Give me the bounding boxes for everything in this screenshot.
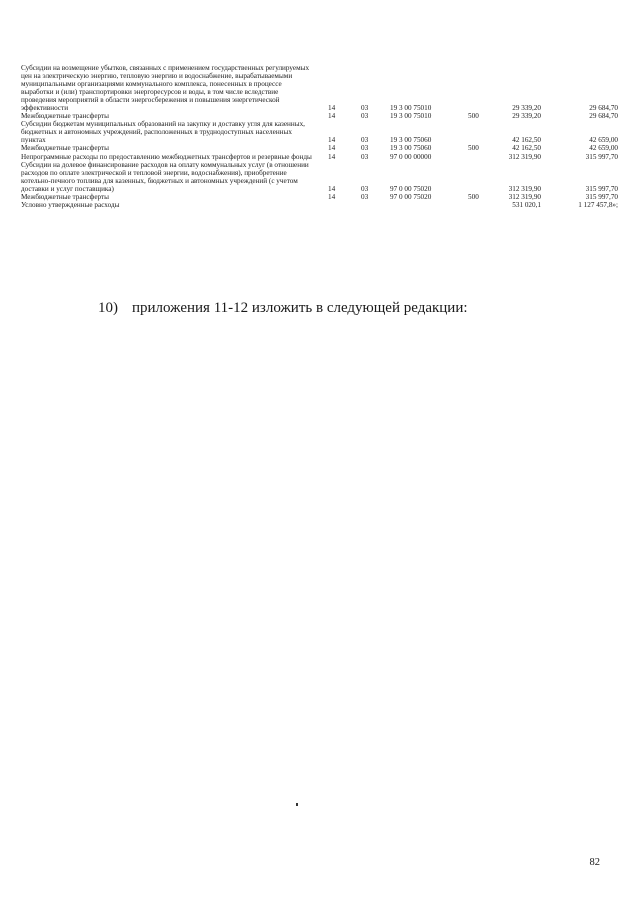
row-sum-year1: 312 319,90 [508,192,541,201]
row-sum-year1: 312 319,90 [508,184,541,193]
row-name: Непрограммные расходы по предоставлению межбюджетных трансфертов и резервные фонды [21,152,312,161]
row-target-article: 97 0 00 75020 [390,184,432,193]
row-subsection: 03 [361,104,369,113]
row-name: Межбюджетные трансферты [21,144,109,153]
table-row [21,144,621,152]
table-row [21,112,621,120]
table-row [21,193,621,201]
table-row [21,201,621,209]
amendment-heading [98,300,468,317]
row-subsection: 03 [361,112,369,121]
row-section: 14 [328,184,336,193]
row-target-article: 97 0 00 75020 [390,192,432,201]
row-sum-year2: 315 997,70 [585,192,618,201]
amendment-text: приложения 11-12 изложить в следующей редакции: [132,300,468,316]
row-subsection: 03 [361,192,369,201]
row-name: Межбюджетные трансферты [21,192,109,201]
row-sum-year2: 42 659,00 [589,136,618,145]
row-sum-year1: 531 020,1 [512,200,541,209]
row-subsection: 03 [361,184,369,193]
budget-table [21,64,621,209]
row-name: Условно утвержденные расходы [21,200,120,209]
amendment-number: 10) [98,300,118,316]
scan-speck [296,803,298,806]
page-number: 82 [589,857,600,868]
row-expense-type: 500 [468,144,479,153]
row-target-article: 19 3 00 75010 [390,104,432,113]
row-sum-year1: 42 162,50 [512,136,541,145]
row-sum-year1: 312 319,90 [508,152,541,161]
row-target-article: 97 0 00 00000 [390,152,432,161]
row-sum-year2: 29 684,70 [589,112,618,121]
row-name: Межбюджетные трансферты [21,112,109,121]
row-section: 14 [328,104,336,113]
row-section: 14 [328,144,336,153]
row-sum-year1: 29 339,20 [512,104,541,113]
row-target-article: 19 3 00 75060 [390,136,432,145]
table-row [21,120,621,144]
row-section: 14 [328,152,336,161]
row-section: 14 [328,192,336,201]
row-expense-type: 500 [468,192,479,201]
row-target-article: 19 3 00 75010 [390,112,432,121]
row-sum-year1: 29 339,20 [512,112,541,121]
row-sum-year2: 1 127 457,8»; [578,200,618,209]
row-section: 14 [328,112,336,121]
row-sum-year2: 42 659,00 [589,144,618,153]
row-subsection: 03 [361,144,369,153]
row-name: Субсидии бюджетам муниципальных образований на закупку и доставку угля для казенных, бюджетных и автономных учреждений, расположенных в труднодоступных населенных пунктах [21,120,305,145]
row-sum-year2: 29 684,70 [589,104,618,113]
table-row [21,161,621,193]
row-subsection: 03 [361,136,369,145]
table-row [21,64,621,112]
row-sum-year2: 315 997,70 [585,152,618,161]
row-sum-year1: 42 162,50 [512,144,541,153]
row-target-article: 19 3 00 75060 [390,144,432,153]
row-name: Субсидии на возмещение убытков, связанных с применением государственных регулируемых цен на электрическую энергию, тепловую энергию и водоснабжение, вырабатываемыми муниципальными организациями коммунального комплекса, понесенных в процессе выработки и (или) транспортировки энергоресурсов и воды, в том числе вследствие проведения мероприятий в области энергосбережения и повышения энергетической эффективности [21,64,310,113]
row-sum-year2: 315 997,70 [585,184,618,193]
row-subsection: 03 [361,152,369,161]
row-expense-type: 500 [468,112,479,121]
row-section: 14 [328,136,336,145]
row-name: Субсидии на долевое финансирование расходов на оплату коммунальных услуг (в отношении расходов по оплате электрической и тепловой энергии, водоснабжения), приобретение котельно-печного топлива для казенных, бюджетных и автономных учреждений (с учетом доставки и услуг поставщика) [21,160,309,193]
table-row [21,153,621,161]
